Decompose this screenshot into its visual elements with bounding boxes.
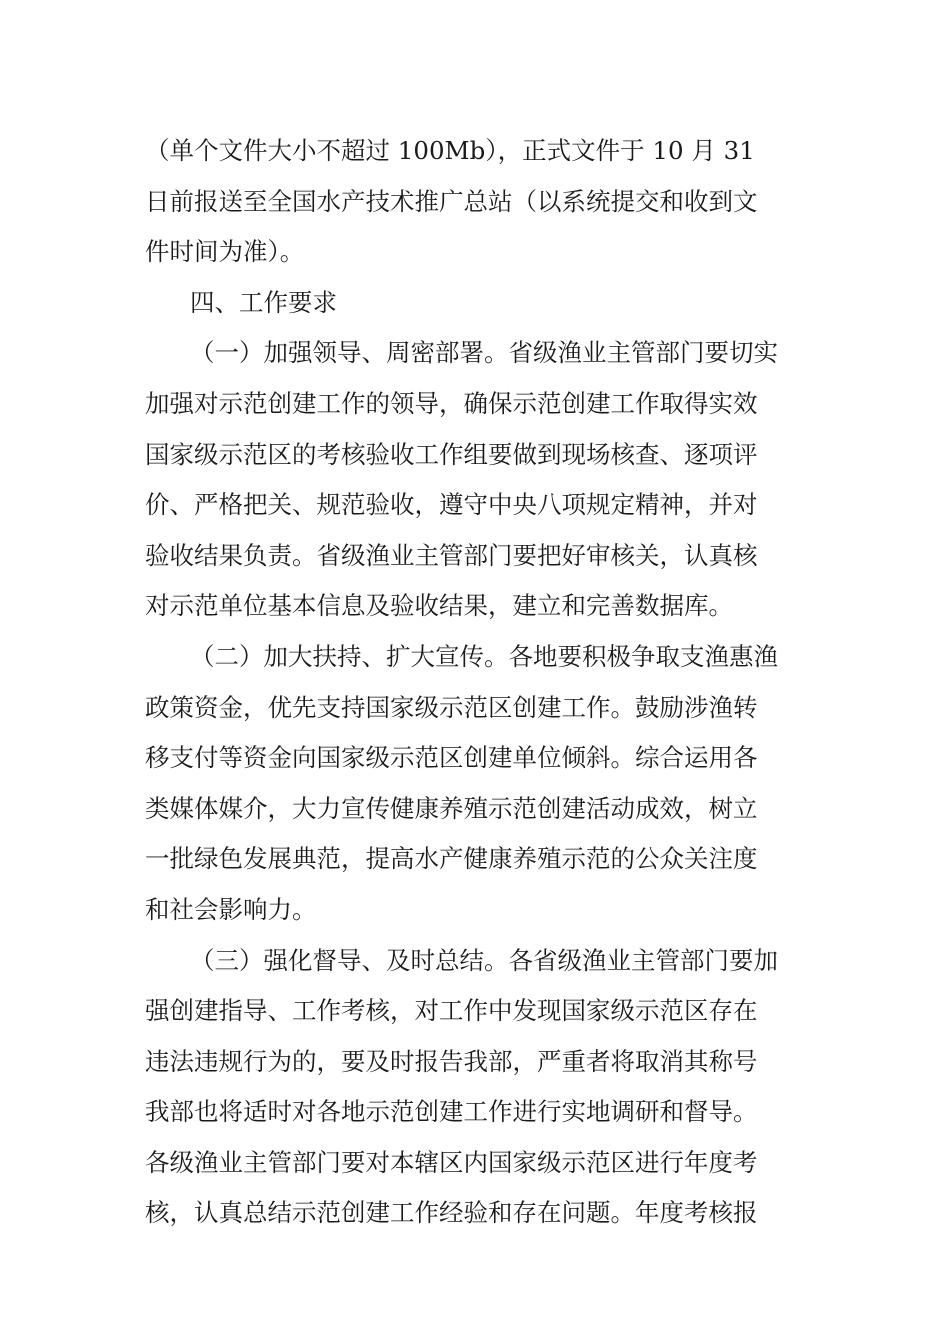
text-line: 国家级示范区的考核验收工作组要做到现场核查、逐项评 (145, 439, 758, 469)
text-line: 对示范单位基本信息及验收结果，建立和完善数据库。 (145, 591, 733, 621)
text-line: 政策资金，优先支持国家级示范区创建工作。鼓励涉渔转 (145, 692, 758, 722)
text-line: 价、严格把关、规范验收，遵守中央八项规定精神，并对 (145, 490, 758, 520)
text-line: （一）加强领导、周密部署。省级渔业主管部门要切实 (190, 338, 778, 368)
text-line: 一批绿色发展典范，提高水产健康养殖示范的公众关注度 (145, 844, 758, 874)
text-line: 我部也将适时对各地示范创建工作进行实地调研和督导。 (145, 1097, 758, 1127)
text-line: 验收结果负责。省级渔业主管部门要把好审核关，认真核 (145, 540, 758, 570)
text-line: 加强对示范创建工作的领导，确保示范创建工作取得实效 (145, 388, 758, 418)
text-line: 件时间为准）。 (145, 237, 305, 267)
text-line: 日前报送至全国水产技术推广总站（以系统提交和收到文 (145, 186, 758, 216)
text-line: 违法违规行为的，要及时报告我部，严重者将取消其称号 (145, 1046, 758, 1076)
text-line: （二）加大扶持、扩大宣传。各地要积极争取支渔惠渔 (190, 641, 778, 671)
text-line: 核，认真总结示范创建工作经验和存在问题。年度考核报 (145, 1198, 758, 1228)
document-body (145, 126, 825, 1239)
text-line: （三）强化督导、及时总结。各省级渔业主管部门要加 (190, 945, 778, 975)
text-line: 各级渔业主管部门要对本辖区内国家级示范区进行年度考 (145, 1147, 758, 1177)
text-line: （单个文件大小不超过 100Mb），正式文件于 10 月 31 (145, 136, 755, 165)
text-line: 和社会影响力。 (145, 894, 317, 924)
text-line: 强创建指导、工作考核，对工作中发现国家级示范区存在 (145, 996, 758, 1026)
text-line: 移支付等资金向国家级示范区创建单位倾斜。综合运用各 (145, 743, 758, 773)
text-line: 四、工作要求 (190, 287, 337, 317)
text-line: 类媒体媒介，大力宣传健康养殖示范创建活动成效，树立 (145, 793, 758, 823)
